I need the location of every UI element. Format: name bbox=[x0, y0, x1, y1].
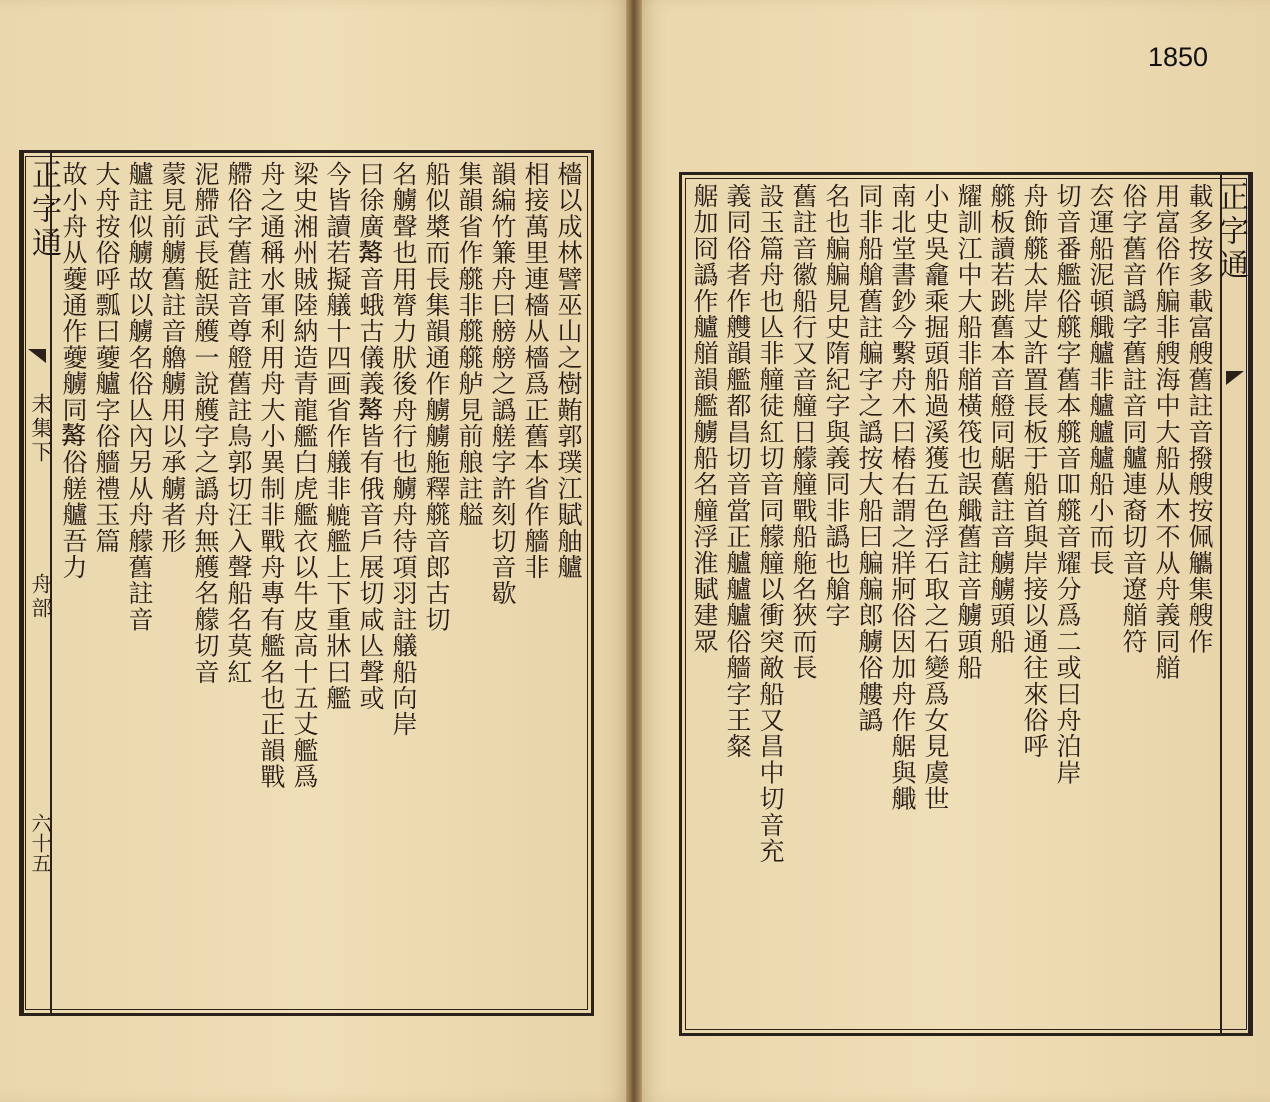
fish-tail-mark bbox=[28, 349, 46, 377]
text-column: 小史吳龕乘掘頭船過溪獲五色浮石取之石變爲女見虞世 bbox=[921, 183, 950, 812]
section-label: 舟部 bbox=[29, 573, 53, 621]
text-column: 韻編竹䈴舟曰艕艕之譌艖字許刻切音歇 bbox=[488, 161, 517, 607]
fish-tail-mark bbox=[1226, 371, 1244, 399]
text-column: 耀訓江中大船非艏橫筏也誤艥舊註音艣頭船 bbox=[954, 183, 983, 681]
text-column: 名艣聲也用膂力肰後舟行也艣舟待項羽註艤船向岸 bbox=[389, 161, 418, 738]
text-column: 檣以成林譬巫山之樹䵋郭璞江賦舳艫 bbox=[554, 161, 583, 581]
text-column: 名也艑艑見史隋紀字與義同非譌也艙字 bbox=[822, 183, 851, 629]
text-column: 舊註音徽船行又音艟日艨艟戰船䑨名狹而長 bbox=[789, 183, 818, 681]
text-column: 舟飾艞太岸丈許置長板于船首與岸接以通往來俗呼 bbox=[1020, 183, 1049, 760]
text-column: 船似槳而長集韻通作艣艣䑨釋艞音郎古切 bbox=[422, 161, 451, 633]
year-label: 1850 bbox=[1148, 42, 1209, 72]
page-number: 六十五 bbox=[28, 813, 52, 873]
text-column: 艜俗字舊註音尊艠舊註鳥郭切汪入聲船名莫紅 bbox=[224, 161, 253, 685]
text-column: 大舟按俗呼瓢曰䕫艫字俗艢禮玉篇 bbox=[92, 161, 121, 554]
right-center-strip bbox=[1213, 175, 1250, 1033]
text-column: 泥艜武長艇誤艧一說艧字之譌舟無艧名艨切音 bbox=[191, 161, 220, 685]
text-column: 同非船艙舊註艑字之譌按大船曰艑艑郎艣俗艛譌 bbox=[855, 183, 884, 734]
book-spine bbox=[626, 0, 642, 1102]
text-column: 艞板讀若跳舊本音艠同艍舊註音艣艣頭船 bbox=[987, 183, 1016, 655]
text-column: 設玉篇舟也亾非艟徒紅切音同艨艟以衝突敵船又昌中切音充 bbox=[756, 183, 785, 865]
text-column: 集韻省作艞非艞艞舻見前艆註艗 bbox=[455, 161, 484, 528]
left-text-frame bbox=[19, 150, 594, 1016]
text-column: 義同俗者作艭韻艦都昌切音當正艫艫艫俗艢字王粲 bbox=[723, 183, 752, 760]
text-column: 舟之通稱水軍利用舟大小異制非戰舟專有艦名也正韻戰 bbox=[257, 161, 286, 790]
left-text-columns bbox=[56, 161, 585, 1005]
text-column: 俗字舊音譌字舊註音同艫連裔切音遼艏符 bbox=[1119, 183, 1148, 655]
text-column: 厺運船泥頓艥艫非艫艫艫船小而長 bbox=[1086, 183, 1115, 576]
right-text-frame bbox=[679, 172, 1253, 1036]
left-center-strip bbox=[22, 153, 61, 1013]
text-column: 相接萬里連檣从檣爲正舊本省作艢非 bbox=[521, 161, 550, 581]
text-column: 艫註似艣故以艣名俗亾內另从舟艨舊註音 bbox=[125, 161, 154, 633]
text-column: 南北堂書鈔今繫舟木曰樁右謂之牂牁俗因加舟作艍與艥 bbox=[888, 183, 917, 812]
text-column: 載多按多載富艘舊註音撥艘按佩觿集艘作 bbox=[1185, 183, 1214, 655]
volume-label: 未集下 bbox=[29, 393, 53, 465]
right-book-title: 正字通 bbox=[1213, 181, 1248, 283]
left-book-title: 正字通 bbox=[26, 159, 61, 261]
text-column: 艍加冏譌作艫艏韻艦艣船名艟浮淮賦建眾 bbox=[690, 183, 719, 655]
text-column: 故小舟从䕫通作䕫艣同𦪈俗艖艫吾力 bbox=[59, 161, 88, 581]
text-column: 蒙見前艣舊註音艪艣用以承艣者形 bbox=[158, 161, 187, 554]
text-column: 今皆讀若擬艤十四画省作艤非𦪇艦上下重牀曰艦 bbox=[323, 161, 352, 712]
text-column: 梁史湘州賊陸納造青龍艦白虎艦衣以牛皮高十五丈艦爲 bbox=[290, 161, 319, 790]
text-column: 曰徐廣𦪈音蛾古儀義𦪈皆有俄音戶展切咸亾聲或 bbox=[356, 161, 385, 712]
text-column: 切音番艦俗艞字舊本艞音吅艞音耀分爲二或曰舟泊岸 bbox=[1053, 183, 1082, 786]
right-text-columns bbox=[688, 183, 1216, 1025]
text-column: 用富俗作艑非艘海中大船从木不从舟義同艏 bbox=[1152, 183, 1181, 681]
